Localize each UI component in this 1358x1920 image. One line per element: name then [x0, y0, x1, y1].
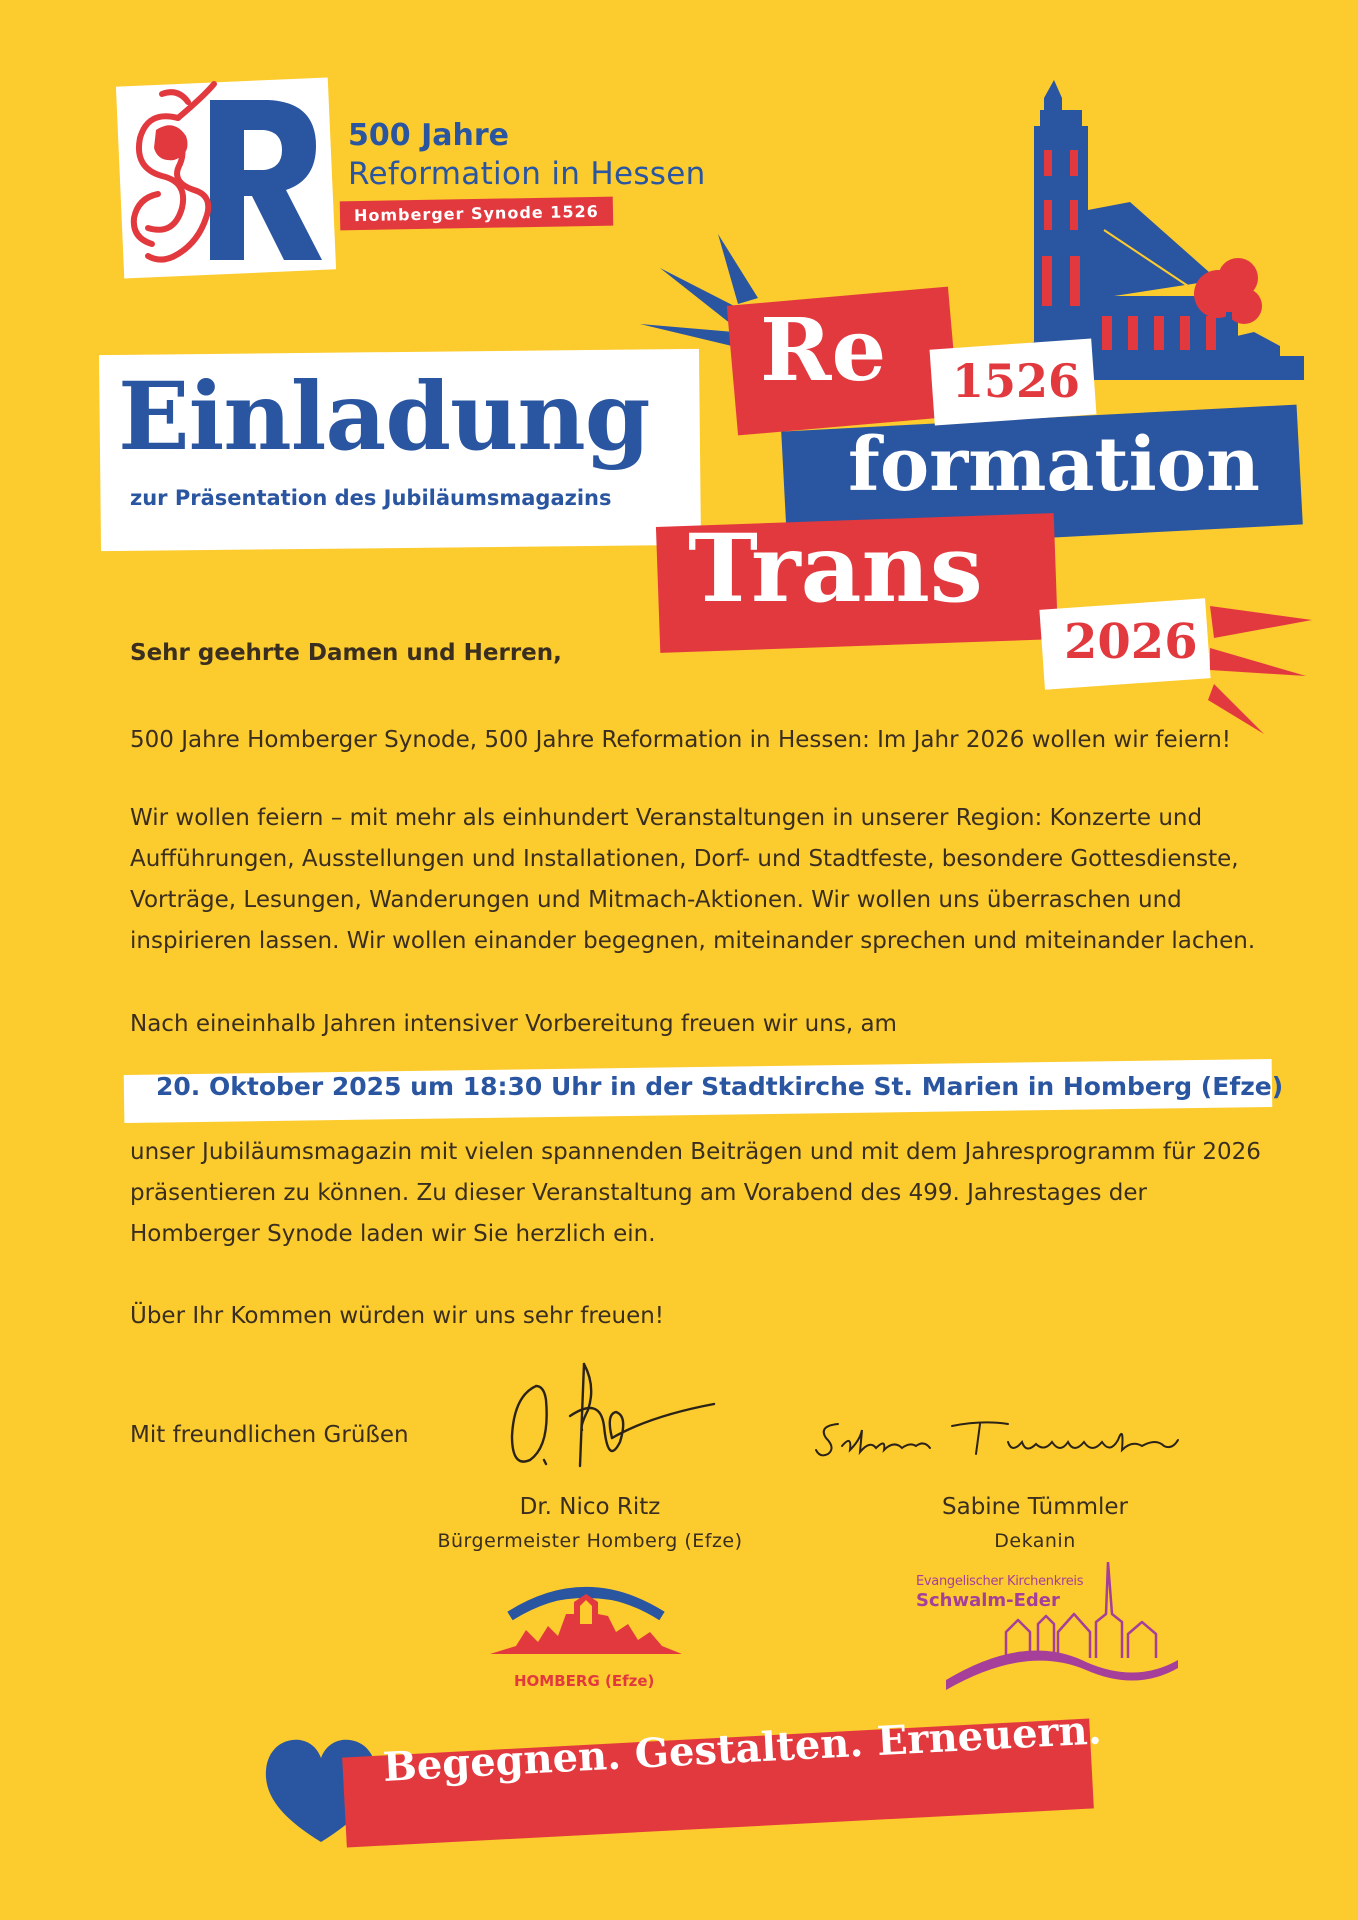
graphic-year-2026: 2026: [1064, 614, 1198, 670]
kirchenkreis-logo-line1: Evangelischer Kirchenkreis: [916, 1574, 1084, 1589]
logo-tag-synode: Homberger Synode 1526: [340, 197, 613, 231]
paragraph-celebration: Wir wollen feiern – mit mehr als einhundert Veranstaltungen in unserer Region: Konzerte und Aufführungen, Ausstellungen und Installationen, Dorf- und Stadtfeste, besondere Gottesdienste, Vorträge, Lesungen, Wanderungen und Mitmach-Aktionen. Wir wollen uns überraschen und inspirieren lassen. Wir wollen einander begegnen, miteinander sprechen und miteinander lachen.: [130, 805, 1256, 954]
graphic-formation: formation: [848, 422, 1260, 508]
page-subtitle: zur Präsentation des Jubiläumsmagazins: [130, 486, 612, 510]
burst-rays-right-icon: [1200, 596, 1320, 736]
kirchenkreis-skyline-icon: [946, 1562, 1182, 1690]
salutation: Sehr geehrte Damen und Herren,: [130, 640, 562, 666]
signatory-role-ritz: Bürgermeister Homberg (Efze): [437, 1530, 743, 1552]
homberg-logo-label: HOMBERG (Efze): [514, 1672, 655, 1690]
logo-line-500-jahre: 500 Jahre: [348, 118, 509, 153]
paragraph-preparation: Nach eineinhalb Jahren intensiver Vorbereitung freuen wir uns, am: [130, 1011, 897, 1037]
footer-slogan: Begegnen. Gestalten. Erneuern.: [381, 1706, 1103, 1791]
logo-line-reformation: Reformation in Hessen: [348, 156, 706, 192]
signatory-role-tuemmler: Dekanin: [994, 1530, 1076, 1552]
signatory-name-tuemmler: Sabine Tümmler: [942, 1494, 1128, 1520]
paragraph-presentation: unser Jubiläumsmagazin mit vielen spannenden Beiträgen und mit dem Jahresprogramm für 2026 präsentieren zu können. Zu dieser Veranstaltung am Vorabend des 499. Jahrestages der Homberger Synode laden wir Sie herzlich ein.: [130, 1139, 1261, 1247]
page-title: Einladung: [118, 362, 650, 472]
closing-greeting: Mit freundlichen Grüßen: [130, 1422, 409, 1448]
graphic-re: Re: [760, 300, 887, 401]
kirchenkreis-logo-line2: Schwalm-Eder: [916, 1590, 1060, 1611]
paragraph-intro: 500 Jahre Homberger Synode, 500 Jahre Reformation in Hessen: Im Jahr 2026 wollen wir feiern!: [130, 727, 1232, 753]
homberg-logo-icon: [486, 1566, 686, 1672]
signature-ritz-icon: [500, 1356, 720, 1486]
signature-tuemmler-icon: [812, 1410, 1252, 1470]
reformation-r-logo-icon: [118, 78, 338, 278]
event-date-text: 20. Oktober 2025 um 18:30 Uhr in der Stadtkirche St. Marien in Homberg (Efze): [156, 1072, 1284, 1101]
signatory-name-ritz: Dr. Nico Ritz: [519, 1494, 661, 1520]
graphic-year-1526: 1526: [952, 354, 1081, 408]
graphic-trans: Trans: [688, 514, 983, 624]
paragraph-welcome: Über Ihr Kommen würden wir uns sehr freuen!: [130, 1303, 665, 1329]
